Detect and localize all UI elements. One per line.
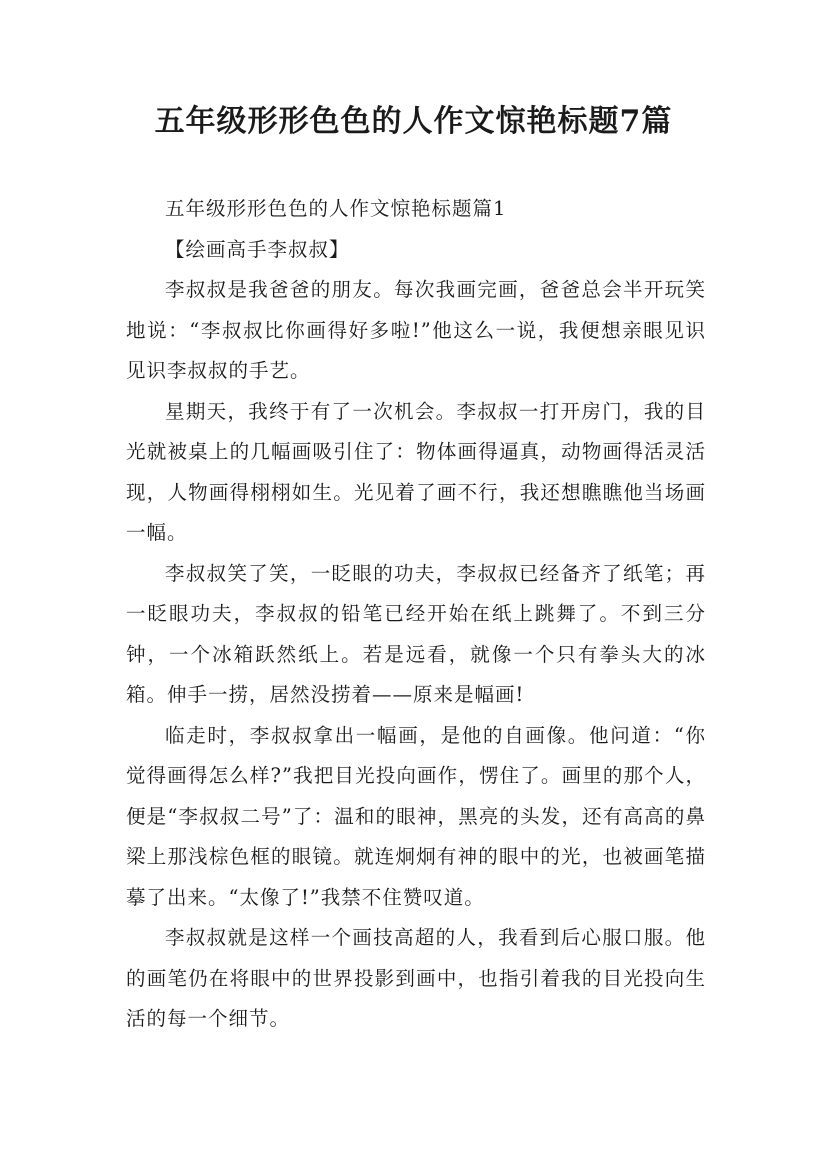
paragraph: 李叔叔是我爸爸的朋友。每次我画完画，爸爸总会半开玩笑地说：“李叔叔比你画得好多啦!”他这么一说，我便想亲眼见识见识李叔叔的手艺。 (126, 278, 706, 382)
section-heading: 五年级形形色色的人作文惊艳标题篇1 (165, 197, 507, 220)
essay-title: 【绘画高手李叔叔】 (165, 237, 350, 261)
paragraph: 李叔叔笑了笑，一眨眼的功夫，李叔叔已经备齐了纸笔；再一眨眼功夫，李叔叔的铅笔已经开始在纸上跳舞了。不到三分钟，一个冰箱跃然纸上。若是远看，就像一个只有拳头大的冰箱。伸手一捞，居然没捞着——原来是幅画! (126, 561, 706, 706)
paragraph: 临走时，李叔叔拿出一幅画，是他的自画像。他问道：“你觉得画得怎么样?”我把目光投向画作，愣住了。画里的那个人，便是“李叔叔二号”了：温和的眼神，黑亮的头发，还有高高的鼻梁上那浅棕色框的眼镜。就连炯炯有神的眼中的光，也被画笔描摹了出来。“太像了!”我禁不住赞叹道。 (126, 723, 706, 909)
document-title: 五年级形形色色的人作文惊艳标题7篇 (154, 104, 673, 139)
document-body (126, 189, 706, 1040)
paragraph: 李叔叔就是这样一个画技高超的人，我看到后心服口服。他的画笔仍在将眼中的世界投影到画中，也指引着我的目光投向生活的每一个细节。 (126, 926, 706, 1030)
paragraph: 星期天，我终于有了一次机会。李叔叔一打开房门，我的目光就被桌上的几幅画吸引住了：物体画得逼真，动物画得活灵活现，人物画得栩栩如生。光见着了画不行，我还想瞧瞧他当场画一幅。 (126, 399, 706, 544)
